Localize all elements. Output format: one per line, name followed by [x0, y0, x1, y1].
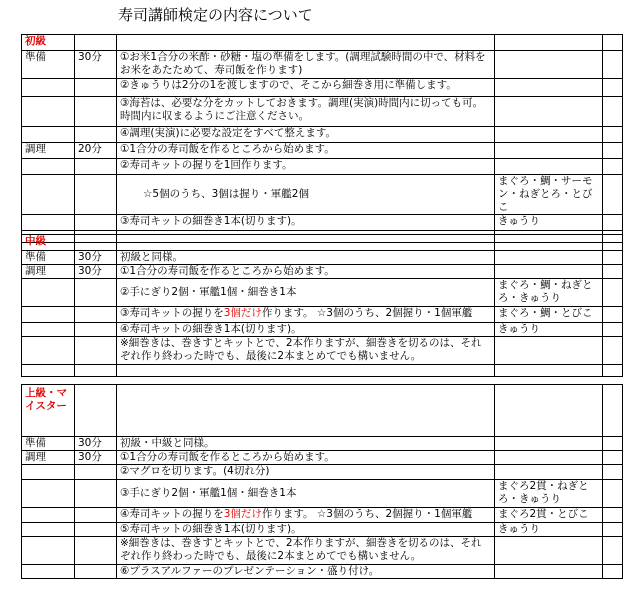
table-row: [22, 523, 623, 537]
duration-cell: [75, 307, 117, 323]
duration-cell: [75, 537, 117, 565]
table-row: [22, 508, 623, 523]
phase-cell: [22, 480, 75, 508]
phase-cell: 準備: [22, 437, 75, 451]
phase-cell: [22, 337, 75, 365]
section-header-row: [22, 235, 623, 251]
ingredient-cell: きゅうり: [495, 215, 603, 231]
ingredient-cell: [495, 465, 603, 480]
duration-cell: [75, 337, 117, 365]
duration-cell: [75, 565, 117, 579]
step-cell: ④調理(実演)に必要な設定をすべて整えます。: [117, 127, 495, 143]
step-cell: 初級・中級と同様。: [117, 437, 495, 451]
duration-cell: [75, 127, 117, 143]
step-cell: ⑥プラスアルファーのプレゼンテーション・盛り付け。: [117, 565, 495, 579]
table-row: [22, 51, 623, 79]
ingredient-cell: [495, 251, 603, 265]
duration-cell: 30分: [75, 251, 117, 265]
ingredient-cell: [495, 79, 603, 97]
ingredient-cell: [495, 265, 603, 279]
table-row: [22, 97, 623, 127]
step-cell: ※細巻きは、巻きすとキットとで、2本作りますが、細巻きを切るのは、それぞれ作り終わった時でも、最後に2本まとめてでも構いません。: [117, 537, 495, 565]
ingredient-cell: [495, 97, 603, 127]
duration-cell: [75, 279, 117, 307]
ingredient-cell: まぐろ・鯛・とびこ: [495, 307, 603, 323]
ingredient-cell: [495, 127, 603, 143]
step-cell: ②マグロを切ります。(4切れ分): [117, 465, 495, 480]
table-row: [22, 159, 623, 175]
table-row: [22, 175, 623, 215]
section-intermediate-table: [21, 234, 623, 377]
duration-cell: [75, 508, 117, 523]
ingredient-cell: まぐろ・鯛・サーモン・ねぎとろ・とびこ: [495, 175, 603, 215]
phase-cell: [22, 127, 75, 143]
duration-cell: [75, 465, 117, 480]
step-cell: ②きゅうりは2分の1を渡しますので、そこから細巻き用に準備します。: [117, 79, 495, 97]
duration-cell: [75, 523, 117, 537]
duration-cell: 30分: [75, 51, 117, 79]
phase-cell: [22, 215, 75, 231]
phase-cell: [22, 523, 75, 537]
phase-cell: [22, 159, 75, 175]
ingredient-cell: まぐろ・鯛・ねぎとろ・きゅうり: [495, 279, 603, 307]
table-row: [22, 79, 623, 97]
section-header-row: [22, 35, 623, 51]
duration-cell: 30分: [75, 437, 117, 451]
phase-cell: [22, 97, 75, 127]
table-row: [22, 337, 623, 365]
duration-cell: 30分: [75, 265, 117, 279]
phase-cell: 準備: [22, 51, 75, 79]
step-cell: ②寿司キットの握りを1回作ります。: [117, 159, 495, 175]
phase-cell: [22, 565, 75, 579]
step-cell: ③手にぎり2個・軍艦1個・細巻き1本: [117, 480, 495, 508]
phase-cell: 調理: [22, 265, 75, 279]
step-cell: ①1合分の寿司飯を作るところから始めます。: [117, 451, 495, 465]
phase-cell: [22, 323, 75, 337]
step-cell: ②手にぎり2個・軍艦1個・細巻き1本: [117, 279, 495, 307]
table-row: [22, 465, 623, 480]
ingredient-cell: [495, 437, 603, 451]
duration-cell: [75, 215, 117, 231]
ingredient-cell: きゅうり: [495, 323, 603, 337]
ingredient-cell: まぐろ2貫・ねぎとろ・きゅうり: [495, 480, 603, 508]
phase-cell: [22, 79, 75, 97]
level-label-intermediate: 中級: [22, 235, 75, 251]
table-row: [22, 215, 623, 231]
phase-cell: [22, 465, 75, 480]
duration-cell: [75, 323, 117, 337]
table-row: [22, 537, 623, 565]
table-row: [22, 251, 623, 265]
ingredient-cell: [495, 451, 603, 465]
level-label-advanced: 上級・マイスター: [22, 385, 75, 437]
section-header-row: [22, 385, 623, 437]
step-cell: ☆5個のうち、3個は握り・軍艦2個: [117, 175, 495, 215]
table-row: [22, 127, 623, 143]
step-cell: ⑤寿司キットの細巻き1本(切ります)。: [117, 523, 495, 537]
highlight-text: 3個だけ: [223, 508, 262, 520]
table-row: [22, 437, 623, 451]
ingredient-cell: まぐろ2貫・とびこ: [495, 508, 603, 523]
ingredient-cell: [495, 159, 603, 175]
ingredient-cell: [495, 537, 603, 565]
step-cell: ①1合分の寿司飯を作るところから始めます。: [117, 265, 495, 279]
duration-cell: [75, 480, 117, 508]
step-cell: ③寿司キットの握りを3個だけ作ります。 ☆3個のうち、2個握り・1個軍艦: [117, 307, 495, 323]
page-title: 寿司講師検定の内容について: [118, 6, 313, 24]
table-row: [22, 480, 623, 508]
table-row: [22, 323, 623, 337]
highlight-text: 3個だけ: [223, 307, 262, 319]
ingredient-cell: [495, 565, 603, 579]
phase-cell: 準備: [22, 251, 75, 265]
duration-cell: 20分: [75, 143, 117, 159]
ingredient-cell: [495, 337, 603, 365]
phase-cell: [22, 307, 75, 323]
table-row: [22, 265, 623, 279]
level-label-beginner: 初級: [22, 35, 75, 51]
step-cell: ④寿司キットの細巻き1本(切ります)。: [117, 323, 495, 337]
duration-cell: [75, 159, 117, 175]
table-row: [22, 143, 623, 159]
phase-cell: [22, 508, 75, 523]
ingredient-cell: きゅうり: [495, 523, 603, 537]
phase-cell: 調理: [22, 451, 75, 465]
ingredient-cell: [495, 143, 603, 159]
table-row: [22, 279, 623, 307]
section-advanced-table: [21, 384, 623, 579]
phase-cell: [22, 537, 75, 565]
phase-cell: [22, 279, 75, 307]
step-cell: ※細巻きは、巻きすとキットとで、2本作りますが、細巻きを切るのは、それぞれ作り終わった時でも、最後に2本まとめてでも構いません。: [117, 337, 495, 365]
phase-cell: [22, 175, 75, 215]
table-row: [22, 451, 623, 465]
step-cell: ③寿司キットの細巻き1本(切ります)。: [117, 215, 495, 231]
spacer-row: [22, 365, 623, 377]
section-beginner-table: [21, 34, 623, 243]
phase-cell: 調理: [22, 143, 75, 159]
duration-cell: [75, 79, 117, 97]
step-cell: ③海苔は、必要な分をカットしておきます。調理(実演)時間内に切っても可。時間内に収まるようにご注意ください。: [117, 97, 495, 127]
step-cell: 初級と同様。: [117, 251, 495, 265]
step-cell: ①1合分の寿司飯を作るところから始めます。: [117, 143, 495, 159]
ingredient-cell: [495, 51, 603, 79]
step-cell: ④寿司キットの握りを3個だけ作ります。 ☆3個のうち、2個握り・1個軍艦: [117, 508, 495, 523]
step-cell: ①お米1合分の米酢・砂糖・塩の準備をします。(調理試験時間の中で、材料をお米をあたためて、寿司飯を作ります): [117, 51, 495, 79]
duration-cell: [75, 175, 117, 215]
duration-cell: [75, 97, 117, 127]
table-row: [22, 307, 623, 323]
table-row: [22, 565, 623, 579]
duration-cell: 30分: [75, 451, 117, 465]
